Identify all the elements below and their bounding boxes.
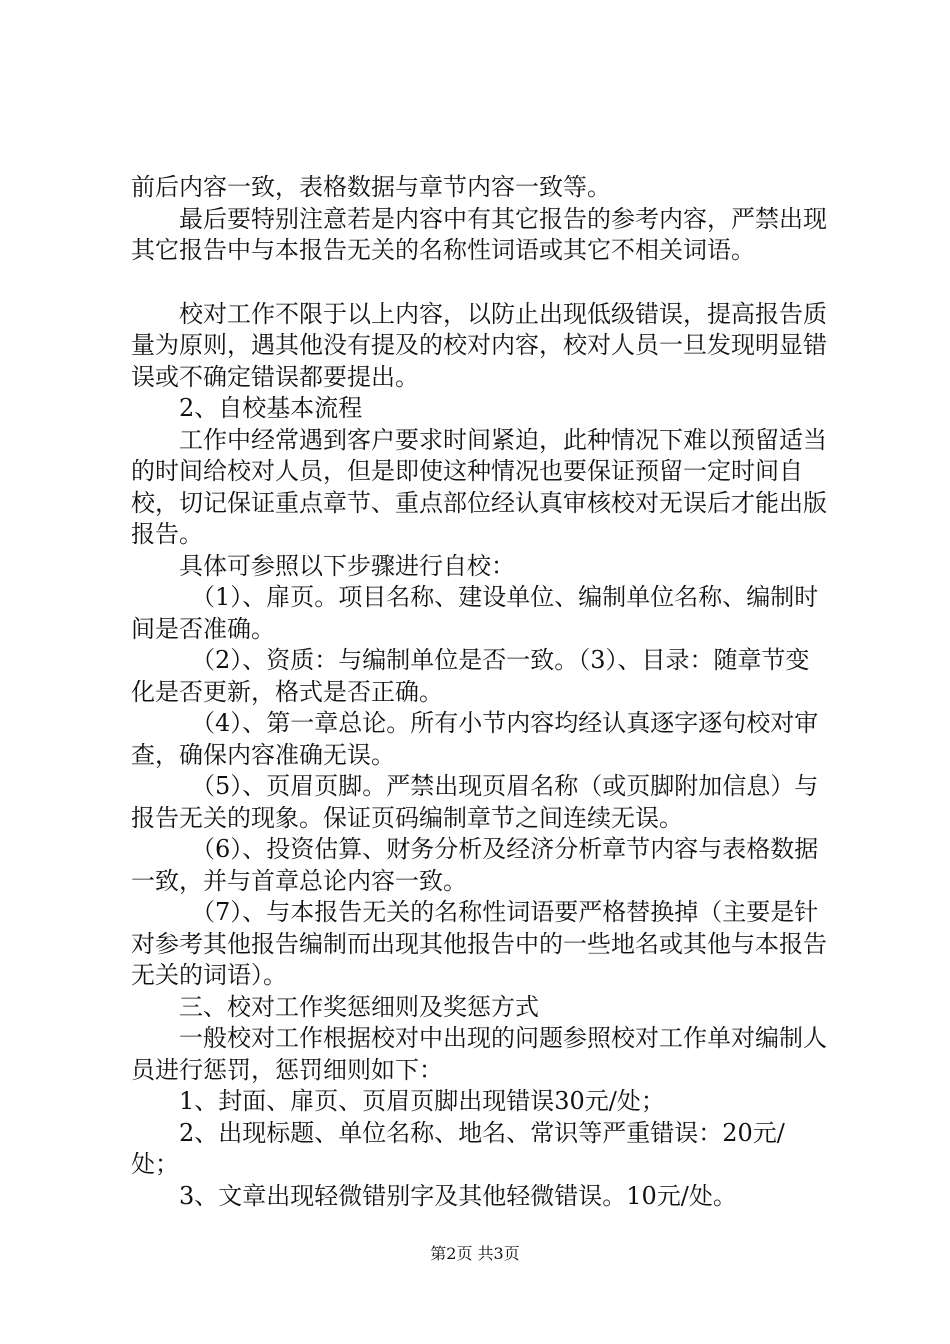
- paragraph: 最后要特别注意若是内容中有其它报告的参考内容，严禁出现其它报告中与本报告无关的名称性词语或其它不相关词语。: [131, 204, 827, 264]
- paragraph-gap: [131, 267, 831, 299]
- paragraph: 具体可参照以下步骤进行自校：: [179, 551, 515, 580]
- paragraph: 前后内容一致，表格数据与章节内容一致等。: [131, 173, 611, 201]
- list-item: （2）、资质：与编制单位是否一致。（3）、目录：随章节变化是否更新，格式是否正确。: [131, 646, 810, 706]
- page-footer: [0, 1244, 950, 1264]
- list-item: （1）、扉页。项目名称、建设单位、编制单位名称、编制时间是否准确。: [131, 583, 819, 643]
- section-heading: 2、自校基本流程: [179, 394, 363, 422]
- list-item: （5）、页眉页脚。严禁出现页眉名称（或页脚附加信息）与报告无关的现象。保证页码编制章节之间连续无误。: [131, 772, 819, 832]
- page-number: 第2页 共3页: [430, 1244, 520, 1263]
- paragraph: 一般校对工作根据校对中出现的问题参照校对工作单对编制人员进行惩罚，惩罚细则如下：: [131, 1024, 827, 1084]
- list-item: （4）、第一章总论。所有小节内容均经认真逐字逐句校对审查，确保内容准确无误。: [131, 709, 819, 769]
- list-item: 1、封面、扉页、页眉页脚出现错误30元/处；: [179, 1087, 665, 1115]
- list-item: 3、文章出现轻微错别字及其他轻微错误。10元/处。: [179, 1181, 737, 1210]
- paragraph: 工作中经常遇到客户要求时间紧迫，此种情况下难以预留适当的时间给校对人员，但是即使这种情况也要保证预留一定时间自校，切记保证重点章节、重点部位经认真审核校对无误后才能出版报告。: [131, 425, 827, 548]
- list-item: （7）、与本报告无关的名称性词语要严格替换掉（主要是针对参考其他报告编制而出现其他报告中的一些地名或其他与本报告无关的词语）。: [131, 898, 827, 989]
- list-item: 2、出现标题、单位名称、地名、常识等严重错误：20元/处；: [131, 1118, 785, 1178]
- document-body: [131, 172, 831, 1212]
- section-heading: 三、校对工作奖惩细则及奖惩方式: [179, 992, 539, 1021]
- list-item: （6）、投资估算、财务分析及经济分析章节内容与表格数据一致，并与首章总论内容一致。: [131, 835, 819, 895]
- paragraph: 校对工作不限于以上内容，以防止出现低级错误，提高报告质量为原则，遇其他没有提及的校对内容，校对人员一旦发现明显错误或不确定错误都要提出。: [131, 299, 827, 391]
